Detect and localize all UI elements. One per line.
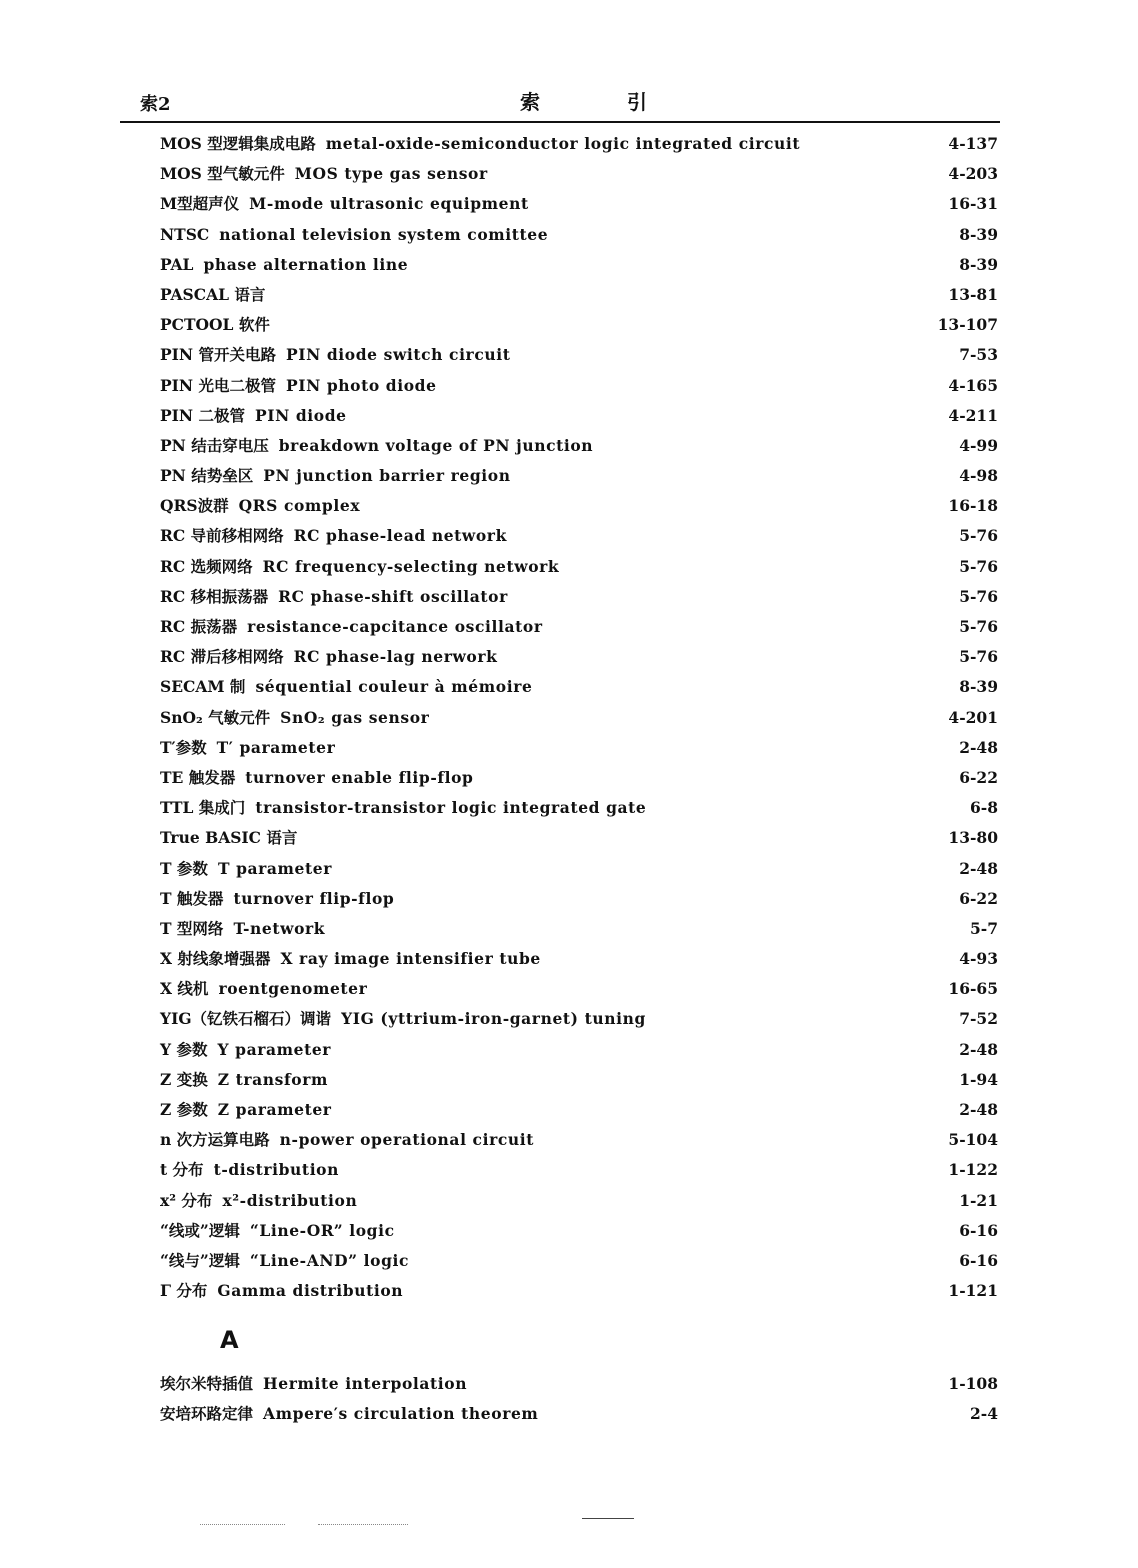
entry-page-ref: 8-39 [959,677,998,697]
entry-english: Z parameter [217,1100,332,1119]
index-entry [160,916,998,946]
index-entry [160,644,998,674]
entry-term: QRS波群 [160,496,229,516]
entry-english: séquential couleur à mémoire [255,677,533,697]
entry-term: MOS 型气敏元件 [160,164,285,184]
entry-term: n 次方运算电路 [160,1130,270,1150]
entry-english: Hermite interpolation [263,1374,468,1393]
entry-page-ref: 2-4 [969,1404,998,1424]
entry-term: RC 振荡器 [160,617,238,636]
entry-page-ref: 4-201 [948,707,998,727]
entry-english: RC phase-shift oscillator [278,586,508,606]
entry-english: PIN diode [254,405,347,425]
index-entry [160,976,998,1006]
entry-term: X 射线象增强器 [160,949,271,969]
index-entry [160,312,998,342]
entry-term: PN 结击穿电压 [160,435,269,455]
index-entry [160,131,998,161]
index-entry [160,1188,998,1218]
entry-page-ref: 6-8 [969,798,998,818]
entry-term: TTL 集成门 [160,798,246,818]
entry-term: Z 变换 [160,1069,208,1089]
header-rule [120,121,1000,123]
entry-page-ref: 1-122 [948,1160,998,1180]
entry-term: PAL [160,254,194,274]
entry-term: T 型网络 [160,918,224,938]
entry-term: PN 结势垒区 [160,466,254,486]
index-entry [160,523,998,553]
entry-term: “线与”逻辑 [160,1250,240,1270]
entry-page-ref: 1-108 [948,1374,998,1393]
entry-page-ref: 4-99 [959,435,998,455]
entry-page-ref: 4-137 [948,134,998,153]
page-number: 索2 [140,94,171,115]
entry-term: True BASIC 语言 [160,828,298,848]
index-entry [160,1097,998,1127]
entry-english: phase alternation line [203,254,409,274]
entry-page-ref: 16-65 [948,979,998,999]
entry-english: PIN photo diode [285,375,437,395]
entry-english: SnO₂ gas sensor [280,707,430,727]
entry-page-ref: 6-16 [959,1250,998,1270]
entry-english: turnover enable flip-flop [245,767,474,787]
index-entry [160,1248,998,1278]
entry-page-ref: 1-94 [959,1069,998,1089]
entry-page-ref: 7-53 [959,345,998,365]
entry-english: Gamma distribution [217,1281,404,1301]
entry-english: “Line-OR” logic [249,1220,395,1240]
entry-english: transistor-transistor logic integrated gate [255,798,647,818]
entry-term: T 参数 [160,858,208,878]
entry-term: PIN 二极管 [160,405,245,425]
entry-english: t-distribution [213,1160,339,1180]
entry-english: RC phase-lead network [293,526,507,546]
entry-term: x² 分布 [160,1190,213,1210]
entry-english: T parameter [217,858,333,878]
entry-term: RC 移相振荡器 [160,586,269,606]
entry-page-ref: 2-48 [959,737,998,757]
index-entry [160,222,998,252]
index-entry [160,795,998,825]
footer-mark [582,1518,634,1520]
entry-page-ref: 6-22 [959,767,998,787]
entry-page-ref: 1-21 [959,1190,998,1210]
index-entry [160,191,998,221]
index-entry [160,1127,998,1157]
entry-page-ref: 7-52 [959,1009,998,1029]
index-entries [160,131,998,1308]
entry-term: PCTOOL 软件 [160,315,270,335]
entry-page-ref: 4-203 [948,164,998,184]
entry-english: T-network [233,918,326,938]
entry-page-ref: 16-31 [948,194,998,214]
entry-page-ref: 2-48 [959,1100,998,1119]
index-entry [160,886,998,916]
entry-page-ref: 8-39 [959,224,998,244]
entry-term: “线或”逻辑 [160,1220,240,1240]
entry-term: Y 参数 [160,1039,208,1059]
entry-term: T 触发器 [160,888,224,908]
entry-term: NTSC [160,224,210,244]
index-entry [160,1278,998,1308]
entry-page-ref: 13-81 [948,284,998,304]
running-title: 索 引 [520,90,687,114]
entry-page-ref: 13-80 [948,828,998,848]
entry-english: resistance-capcitance oscillator [247,617,543,636]
entry-page-ref: 6-16 [959,1220,998,1240]
entry-english: MOS type gas sensor [294,164,488,184]
entry-term: 安培环路定律 [160,1404,254,1424]
entry-page-ref: 5-7 [969,918,998,938]
index-entry [160,674,998,704]
entry-term: Γ 分布 [160,1281,208,1301]
footer-mark [318,1524,408,1526]
index-entry [160,584,998,614]
entry-page-ref: 13-107 [937,315,998,335]
entry-english: Ampere′s circulation theorem [263,1404,539,1424]
entry-term: PASCAL 语言 [160,284,266,304]
entry-page-ref: 4-93 [959,949,998,969]
entry-term: SECAM 制 [160,677,246,697]
footer-mark [200,1524,285,1526]
entry-term: RC 滞后移相网络 [160,647,284,667]
entry-english: n-power operational circuit [279,1130,534,1150]
entry-english: YIG (yttrium-iron-garnet) tuning [341,1009,646,1029]
entry-page-ref: 4-98 [959,466,998,486]
entry-page-ref: 2-48 [959,858,998,878]
entry-term: T′参数 [160,737,207,757]
index-entry [160,946,998,976]
entry-english: x²-distribution [222,1190,358,1210]
index-entry [160,1067,998,1097]
entry-page-ref: 5-76 [959,586,998,606]
entry-page-ref: 4-165 [948,375,998,395]
entry-term: RC 导前移相网络 [160,526,284,546]
entry-term: X 线机 [160,979,209,999]
entry-english: X ray image intensifier tube [280,949,541,969]
entry-english: breakdown voltage of PN junction [278,435,594,455]
entry-page-ref: 6-22 [959,888,998,908]
entry-english: “Line-AND” logic [249,1250,410,1270]
index-entry [160,825,998,855]
entry-page-ref: 4-211 [948,405,998,425]
index-entry [160,403,998,433]
index-entry [160,614,998,644]
entry-english: RC frequency-selecting network [262,556,560,576]
index-entry [160,1401,998,1431]
entry-english: PIN diode switch circuit [285,345,511,365]
entry-english: RC phase-lag nerwork [293,647,498,667]
entry-page-ref: 5-76 [959,526,998,546]
entry-term: TE 触发器 [160,767,236,787]
index-entry [160,252,998,282]
index-entry [160,433,998,463]
entry-page-ref: 8-39 [959,254,998,274]
entry-english: turnover flip-flop [233,888,395,908]
index-entry [160,282,998,312]
index-entry [160,373,998,403]
entry-english: roentgenometer [218,979,368,999]
index-entry [160,342,998,372]
index-entry [160,493,998,523]
entry-term: PIN 管开关电路 [160,345,276,365]
entry-page-ref: 1-121 [948,1281,998,1301]
entry-term: Z 参数 [160,1100,208,1119]
entry-page-ref: 5-76 [959,647,998,667]
entry-page-ref: 2-48 [959,1039,998,1059]
index-entry [160,1218,998,1248]
entry-term: SnO₂ 气敏元件 [160,707,271,727]
index-entry [160,856,998,886]
index-entry [160,161,998,191]
index-entry [160,1006,998,1036]
entry-page-ref: 16-18 [948,496,998,516]
entry-english: T′ parameter [216,737,336,757]
index-entry [160,1157,998,1187]
section-a-entries [160,1371,998,1431]
index-entry [160,554,998,584]
entry-page-ref: 5-104 [948,1130,998,1150]
entry-page-ref: 5-76 [959,556,998,576]
entry-english: Z transform [217,1069,328,1089]
entry-term: YIG（钇铁石榴石）调谐 [160,1009,332,1029]
entry-page-ref: 5-76 [959,617,998,636]
entry-term: PIN 光电二极管 [160,375,276,395]
entry-term: M型超声仪 [160,194,240,214]
section-letter: A [220,1326,239,1354]
index-entry [160,1037,998,1067]
entry-term: MOS 型逻辑集成电路 [160,134,316,153]
index-entry [160,735,998,765]
entry-english: metal-oxide-semiconductor logic integrated circuit [325,134,801,153]
entry-english: national television system comittee [219,224,549,244]
entry-english: PN junction barrier region [263,466,511,486]
entry-english: Y parameter [217,1039,332,1059]
page-header [120,86,1000,122]
index-entry [160,463,998,493]
index-entry [160,1371,998,1401]
entry-term: t 分布 [160,1160,204,1180]
index-entry [160,765,998,795]
entry-english: QRS complex [238,496,361,516]
index-entry [160,705,998,735]
entry-english: M-mode ultrasonic equipment [249,194,529,214]
entry-term: 埃尔米特插值 [160,1374,254,1393]
entry-term: RC 选频网络 [160,556,253,576]
